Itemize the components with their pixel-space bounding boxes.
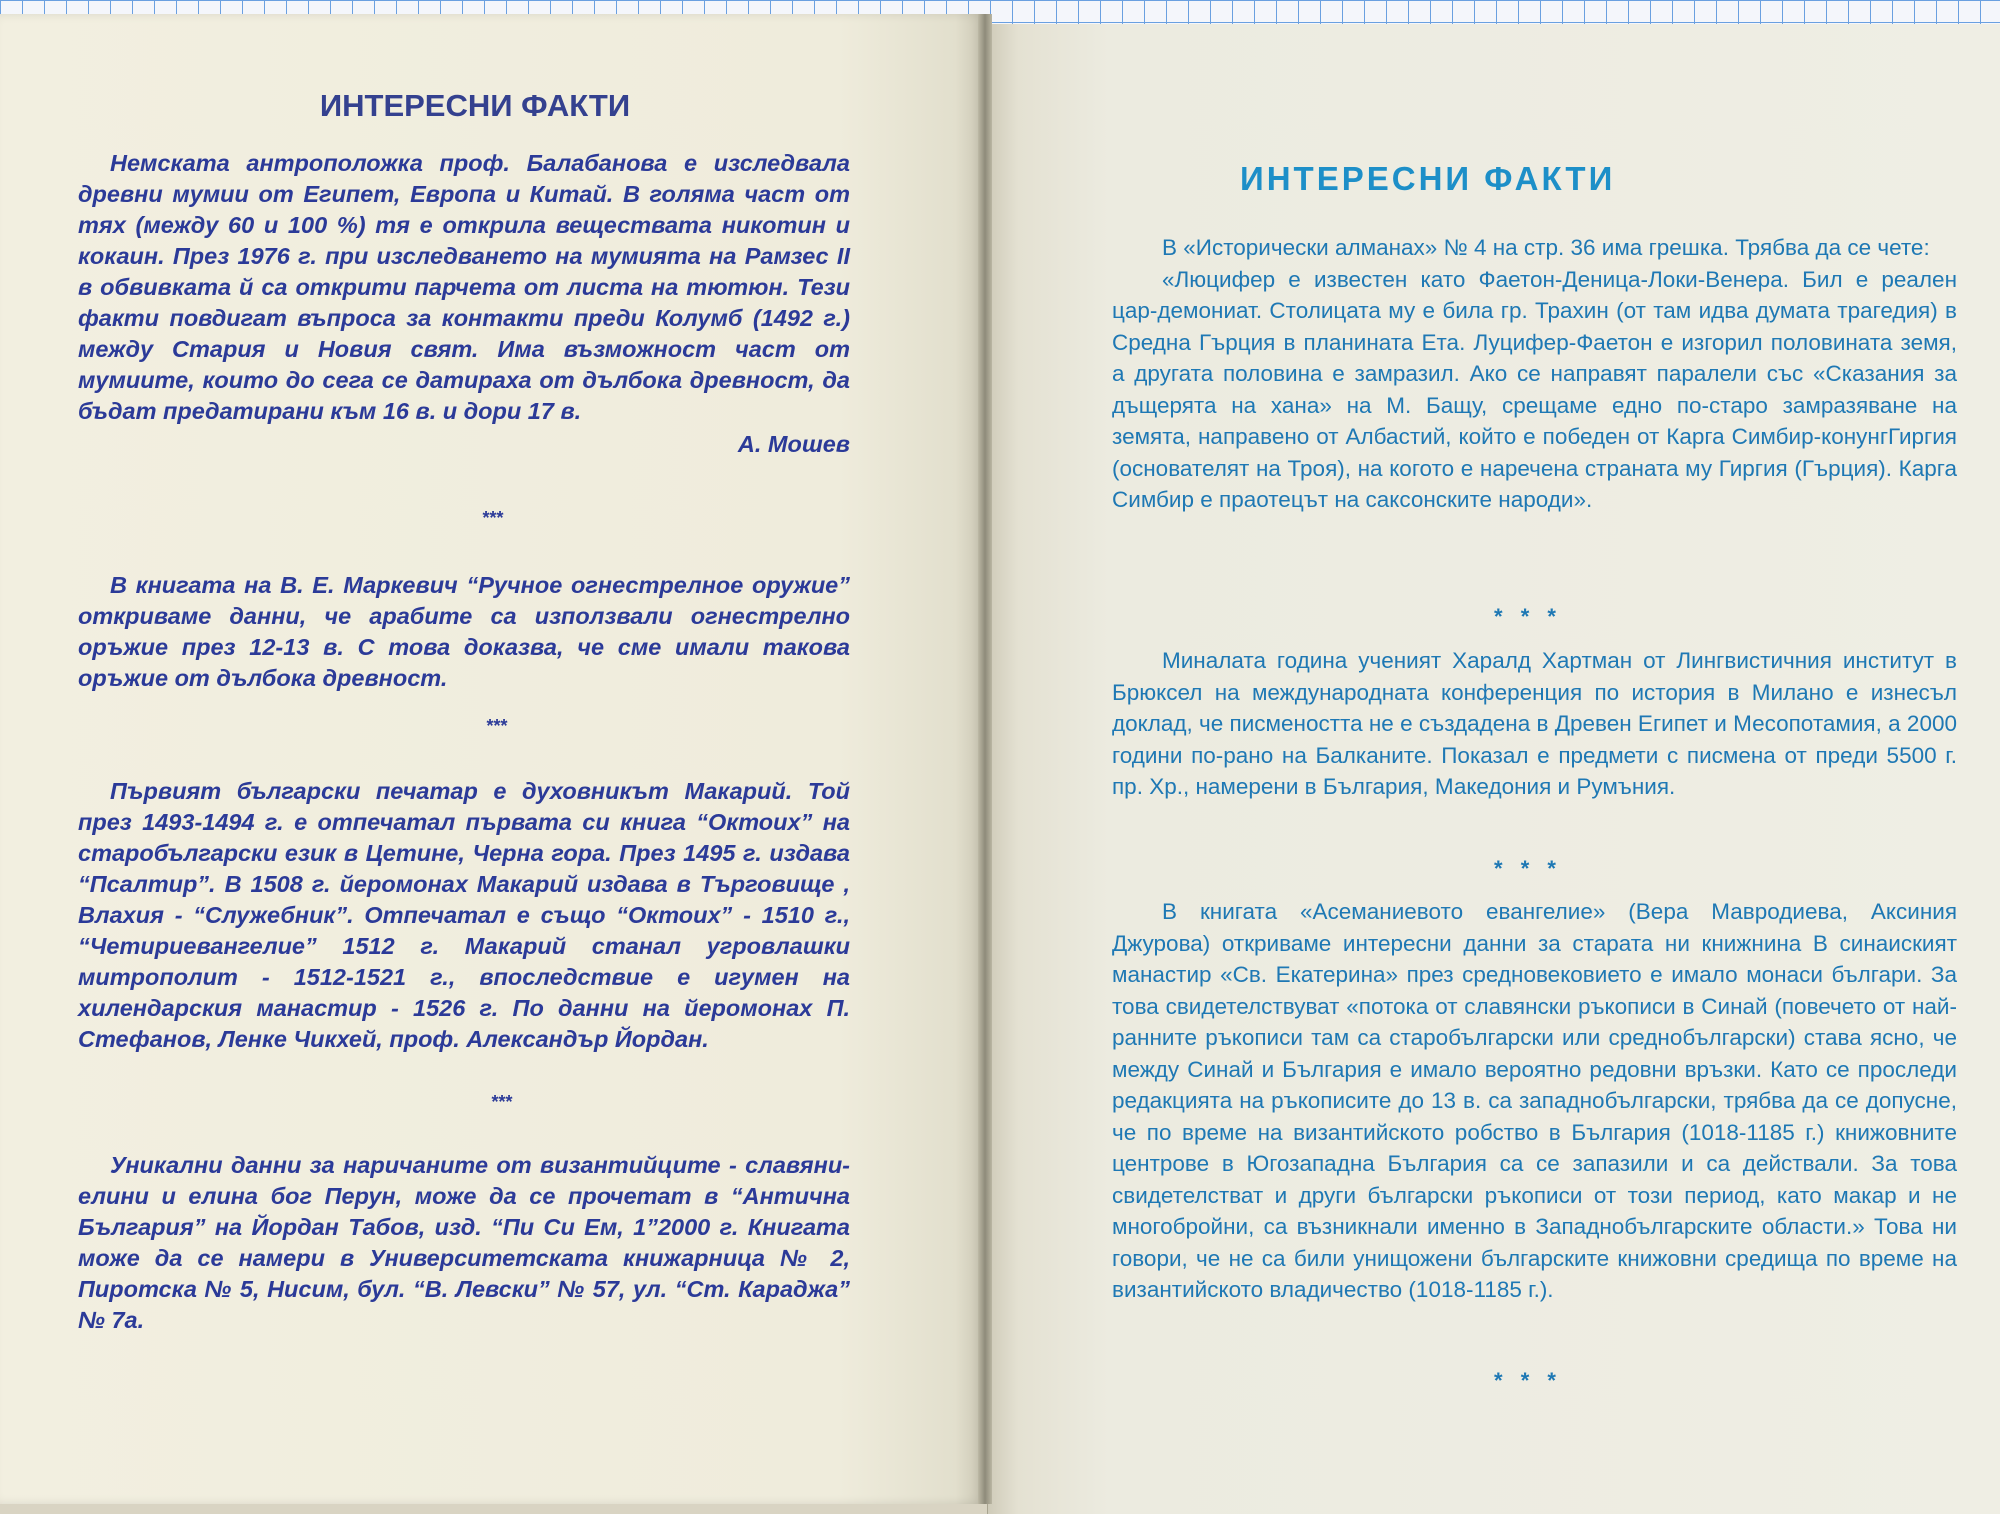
book-gutter (978, 14, 992, 1504)
left-page-title: ИНТЕРЕСНИ ФАКТИ (319, 88, 631, 123)
separator: * * * (1494, 856, 1562, 881)
right-fact-1 (1112, 232, 1957, 516)
fact-paragraph: Миналата година ученият Харалд Хартман от Лингвистичния институт в Брюксел на международната конференция по история в Милано е изнесъл доклад, че писмеността не е създадена в Древен Египет и Месопотамия, а 2000 години по-рано на Балканите. Показал е предмети с писмена от преди 5500 г. пр. Хр., намерени в България, Македония и Румъния. (1112, 648, 1957, 799)
fact-intro: В «Исторически алманах» № 4 на стр. 36 има грешка. Трябва да се чете: (1162, 235, 1930, 260)
fact-paragraph: В книгата на В. Е. Маркевич “Ручное огнестрелное оружие” откриваме данни, че арабите са използвали огнестрелно оръжие през 12-13 в. С това доказва, че сме имали такова оръжие от дълбока древност. (78, 572, 850, 691)
fact-quote: «Люцифер е известен като Фаетон-Деница-Локи-Венера. Бил е реален цар-демониат. Столицата му е била гр. Трахин (от там идва думата трагедия) в Средна Гърция в планината Ета. Луцифер-Фаетон е изгорил половината земя, а другата половина е замразил. Ако се направят паралели със «Сказания за дъщерята на хана» на М. Бащу, срещаме едно по-старо замразяване на земята, направено от Албастий, който е победен от Карга Симбир-конунгГиргия (основателят на Троя), на когото е наречена страната му Гиргия (Гърция). Карга Симбир е праотецът на саксонските народи». (1112, 266, 1957, 512)
fact-paragraph: Немската антроположка проф. Балабанова е изследвала древни мумии от Египет, Европа и Китай. В голяма част от тях (между 60 и 100 %) тя е открила веществата никотин и кокаин. През 1976 г. при изследването на мумията на Рамзес II в обвивката й са открити парчета от листа на тютюн. Тези факти повдигат въпроса за контакти преди Колумб (1492 г.) между Стария и Новия свят. Има възможност част от мумиите, които до сега се датираха от дълбока древност, да бъдат предатирани към 16 в. и дори 17 в. (78, 150, 850, 424)
separator: *** (482, 508, 504, 528)
fact-paragraph: Уникални данни за наричаните от византийците - славяни-елини и елина бог Перун, може да се прочетат в “Антична България” на Йордан Табов, изд. “Пи Си Ем, 1”2000 г. Книгата може да се намери в Университетската книжарница № 2, Пиротска № 5, Нисим, бул. “В. Левски” № 57, ул. “Ст. Караджа” № 7а. (78, 1152, 850, 1333)
right-page-title: ИНТЕРЕСНИ ФАКТИ (1240, 160, 1616, 197)
fact-paragraph: Първият български печатар е духовникът Макарий. Той през 1493-1494 г. е отпечатал първата си книга “Октоих” на старобългарски език в Цетине, Черна гора. През 1495 г. издава “Псалтир”. В 1508 г. йеромонах Макарий издава в Търговище , Влахия - “Служебник”. Отпечатал е също “Октоих” - 1510 г., “Четириевангелие” 1512 г. Макарий станал угровлашки митрополит - 1512-1521 г., впоследствие е игумен на хилендарския манастир - 1526 г. По данни на йеромонах П. Стефанов, Ленке Чикхей, проф. Александър Йордан. (78, 778, 850, 1052)
left-fact-2 (78, 570, 850, 694)
separator: * * * (1494, 1368, 1562, 1393)
fact-author: А. Мошев (737, 431, 850, 457)
left-fact-4 (78, 1150, 850, 1336)
separator: *** (491, 1092, 513, 1112)
separator: *** (486, 716, 508, 736)
fact-paragraph: В книгата «Асеманиевото евангелие» (Вера Мавродиева, Аксиния Джурова) откриваме интересни данни за старата ни книжнина В синаиският манастир «Св. Екатерина» през средновековието е имало монаси българи. За това свидетелствуват «потока от славянски ръкописи в Синай (повечето от най-ранните ръкописи там са старобългарски или среднобългарски) става ясно, че между Синай и България е имало вероятно редовни връзки. Като се проследи редакцията на ръкописите до 13 в. са западнобългарски, трябва да се допусне, че по време на византийското робство в България (1018-1185 г.) книжовните центрове в Югозападна България са се запазили и са действали. За това свидетелстват и други български ръкописи от този период, като макар и не многобройни, са възникнали именно в Западнобългарските области.» Това ни говори, че не са били унищожени българските книжовни средища по време на византийското владичество (1018-1185 г.). (1112, 899, 1957, 1302)
left-fact-1 (78, 148, 850, 460)
right-fact-2 (1112, 645, 1957, 803)
right-fact-3 (1112, 896, 1957, 1306)
left-fact-3 (78, 776, 850, 1055)
separator: * * * (1494, 604, 1562, 629)
